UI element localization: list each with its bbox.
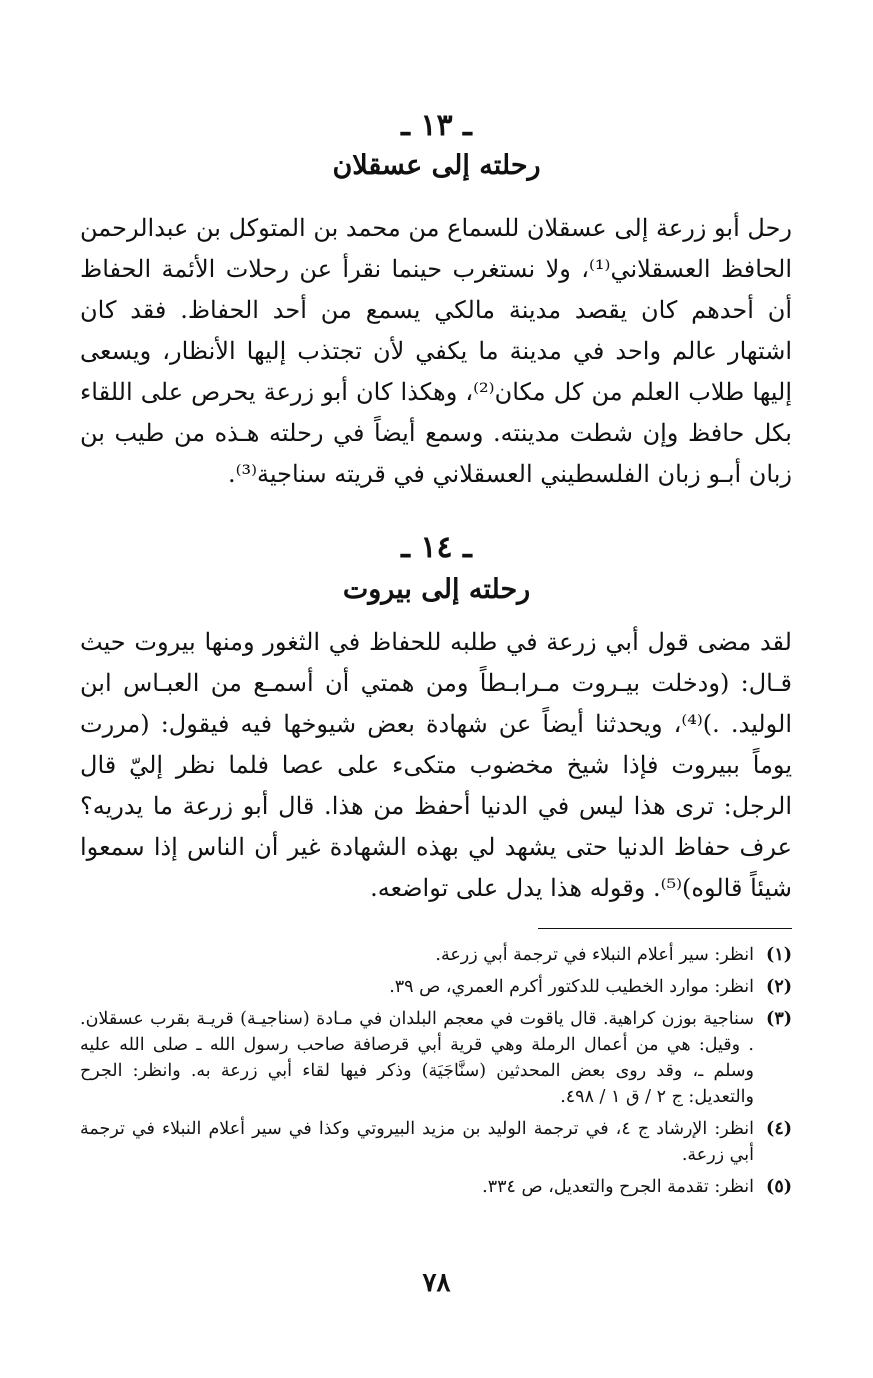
footnote-text: انظر: تقدمة الجرح والتعديل، ص ٣٣٤. — [482, 1177, 754, 1197]
footnote-number: (٣) — [766, 1009, 792, 1029]
section-14-number: ـ ١٤ ـ — [401, 530, 472, 565]
footnote-text: انظر: سير أعلام النبلاء في ترجمة أبي زرعة. — [435, 945, 754, 965]
footnotes — [80, 936, 792, 1200]
section-14-paragraph: لقد مضى قول أبي زرعة في طلبه للحفاظ في الثغور ومنها بيروت حيث قـال: (ودخلت بيـروت مـرابـطاً ومن همتي أن أسمـع من العبـاس ابن الوليد. .)⁽⁴⁾، ويحدثنا أيضاً عن شهادة بعض شيوخها فيه فيقول: (مررت يوماً ببيروت فإذا شيخ مخضوب متكىء على عصا فلما نظر إليّ قال الرجل: ترى هذا ليس في الدنيا أحفظ من هذا. قال أبو زرعة ما يدريه؟ عرف حفاظ الدنيا حتى يشهد لي بهذه الشهادة غير أن الناس إذا سمعوا شيئاً قالوه)⁽⁵⁾. وقوله هذا يدل على تواضعه. — [80, 628, 793, 902]
footnote-item — [80, 942, 792, 968]
page-number: ٧٨ — [422, 1268, 451, 1298]
section-14-title: رحلته إلى بيروت — [342, 574, 531, 605]
footnote-text: سناجية بوزن كراهية. قال ياقوت في معجم البلدان في مـادة (سناجيـة) قريـة بقرب عسقلان. . وقيل: هي من أعمال الرملة وهي قرية أبي قرصافة صاحب رسول الله ـ صلى الله عليه وسلم ـ، وقد روى بعض المحدثين (سنَّاجَيَة) وذكر فيها لقاء أبي زرعة به. وانظر: الجرح والتعديل: ج ٢ / ق ١ / ٤٩٨. — [80, 1009, 754, 1107]
footnote-separator — [538, 928, 792, 929]
footnote-number: (٢) — [766, 977, 792, 997]
footnote-item — [80, 1174, 792, 1200]
footnote-item — [80, 974, 792, 1000]
footnote-item — [80, 1116, 792, 1168]
section-13-number: ـ ١٣ ـ — [401, 108, 472, 143]
section-13-title: رحلته إلى عسقلان — [332, 150, 541, 181]
footnote-text: انظر: موارد الخطيب للدكتور أكرم العمري، ص ٣٩. — [389, 977, 754, 997]
footnote-item — [80, 1006, 792, 1110]
footnote-number: (١) — [766, 945, 792, 965]
footnote-number: (٤) — [766, 1119, 792, 1139]
footnote-text: انظر: الإرشاد ج ٤، في ترجمة الوليد بن مزيد البيروتي وكذا في سير أعلام النبلاء في ترجمة أبي زرعة. — [80, 1119, 754, 1165]
section-13-paragraph: رحل أبو زرعة إلى عسقلان للسماع من محمد بن المتوكل بن عبدالرحمن الحافظ العسقلاني⁽¹⁾، ولا نستغرب حينما نقرأ عن رحلات الأئمة الحفاظ أن أحدهم كان يقصد مدينة مالكي يسمع من أحد الحفاظ. فقد كان اشتهار عالم واحد في مدينة ما يكفي لأن تجتذب إليها الأنظار، ويسعى إليها طلاب العلم من كل مكان⁽²⁾، وهكذا كان أبو زرعة يحرص على اللقاء بكل حافظ وإن شطت مدينته. وسمع أيضاً في رحلته هـذه من طيب بن زبان أبـو زبان الفلسطيني العسقلاني في قريته سناجية⁽³⁾. — [80, 214, 792, 488]
footnote-number: (٥) — [766, 1177, 792, 1197]
